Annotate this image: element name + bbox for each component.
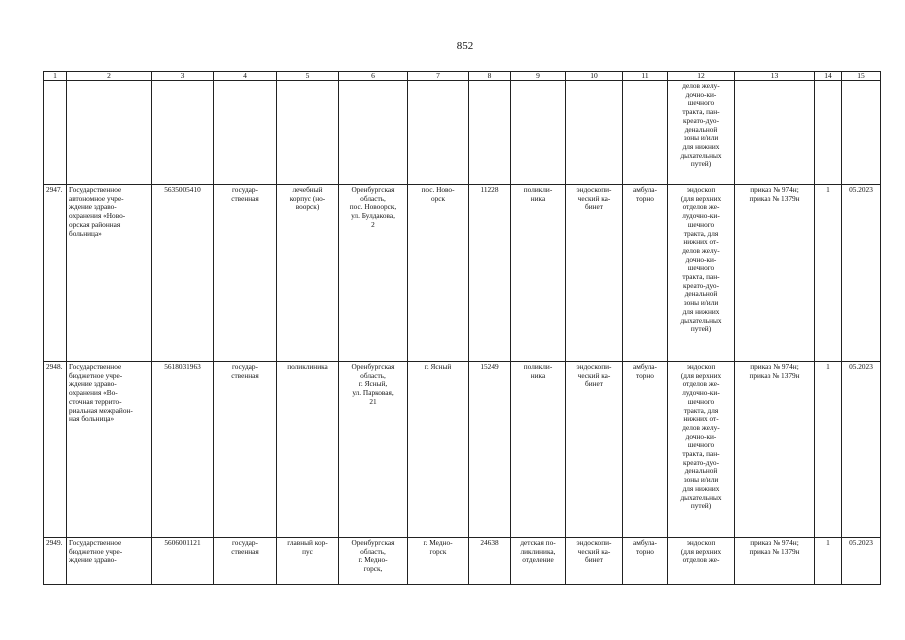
- cell-organization: [67, 81, 152, 185]
- cell-address: [339, 81, 408, 185]
- column-header: 3: [152, 72, 214, 81]
- cell-order: [735, 81, 815, 185]
- cell-number: 2949.: [44, 538, 67, 585]
- column-header: 9: [511, 72, 566, 81]
- cell-equipment: эндоскоп (для верхних отделов же-: [668, 538, 735, 585]
- column-header: 12: [668, 72, 735, 81]
- cell-quantity: [815, 81, 842, 185]
- cell-date: 05.2023: [842, 538, 881, 585]
- column-header: 2: [67, 72, 152, 81]
- cell-ownership: государ- ственная: [214, 538, 277, 585]
- cell-ownership: государ- ственная: [214, 362, 277, 538]
- cell-unit: поликли- ника: [511, 362, 566, 538]
- column-header: 6: [339, 72, 408, 81]
- cell-cabinet: [566, 81, 623, 185]
- cell-inn: 5618031963: [152, 362, 214, 538]
- cell-population: 11228: [469, 185, 511, 362]
- cell-order: приказ № 974н; приказ № 1379н: [735, 538, 815, 585]
- cell-cabinet: эндоскопи- ческий ка- бинет: [566, 185, 623, 362]
- cell-building: лечебный корпус (но- воорск): [277, 185, 339, 362]
- cell-population: 15249: [469, 362, 511, 538]
- cell-conditions: амбула- торно: [623, 185, 668, 362]
- cell-inn: 5606001121: [152, 538, 214, 585]
- cell-population: 24638: [469, 538, 511, 585]
- cell-conditions: амбула- торно: [623, 538, 668, 585]
- cell-quantity: 1: [815, 185, 842, 362]
- column-header: 4: [214, 72, 277, 81]
- cell-conditions: амбула- торно: [623, 362, 668, 538]
- cell-locality: [408, 81, 469, 185]
- cell-unit: детская по- ликлиника, отделение: [511, 538, 566, 585]
- cell-order: приказ № 974н; приказ № 1379н: [735, 362, 815, 538]
- cell-ownership: государ- ственная: [214, 185, 277, 362]
- column-header: 15: [842, 72, 881, 81]
- cell-equipment: делов желу- дочно-ки- шечного тракта, пан- креато-дуо- денальной зоны и/или для нижних дыхательных путей): [668, 81, 735, 185]
- page-number: 852: [456, 40, 474, 52]
- cell-date: [842, 81, 881, 185]
- cell-address: Оренбургская область, г. Ясный, ул. Парковая, 21: [339, 362, 408, 538]
- cell-locality: г. Ясный: [408, 362, 469, 538]
- column-header: 5: [277, 72, 339, 81]
- column-header: 13: [735, 72, 815, 81]
- column-header: 14: [815, 72, 842, 81]
- header-row: [44, 72, 881, 81]
- cell-building: [277, 81, 339, 185]
- cell-cabinet: эндоскопи- ческий ка- бинет: [566, 538, 623, 585]
- table-row: [44, 538, 881, 585]
- cell-ownership: [214, 81, 277, 185]
- column-header: 7: [408, 72, 469, 81]
- cell-conditions: [623, 81, 668, 185]
- cell-unit: [511, 81, 566, 185]
- cell-cabinet: эндоскопи- ческий ка- бинет: [566, 362, 623, 538]
- cell-unit: поликли- ника: [511, 185, 566, 362]
- cell-organization: Государственное бюджетное учре- ждение здраво- охранения «Во- сточная террито- риальная межрайон- ная больница»: [67, 362, 152, 538]
- table-row: [44, 362, 881, 538]
- cell-quantity: 1: [815, 362, 842, 538]
- cell-date: 05.2023: [842, 185, 881, 362]
- cell-population: [469, 81, 511, 185]
- column-header: 1: [44, 72, 67, 81]
- column-header: 10: [566, 72, 623, 81]
- cell-building: главный кор- пус: [277, 538, 339, 585]
- cell-organization: Государственное автономное учре- ждение здраво- охранения «Ново- орская районная больница»: [67, 185, 152, 362]
- column-header: 11: [623, 72, 668, 81]
- cell-organization: Государственное бюджетное учре- ждение здраво-: [67, 538, 152, 585]
- registry-table: [43, 71, 881, 585]
- table-row: [44, 81, 881, 185]
- cell-equipment: эндоскоп (для верхних отделов же- лудочно-ки- шечного тракта, для нижних от- делов желу- дочно-ки- шечного тракта, пан- креато-дуо- денальной зоны и/или для нижних дыхательных путей): [668, 362, 735, 538]
- column-header: 8: [469, 72, 511, 81]
- cell-date: 05.2023: [842, 362, 881, 538]
- cell-number: 2947.: [44, 185, 67, 362]
- cell-inn: [152, 81, 214, 185]
- cell-number: 2948.: [44, 362, 67, 538]
- cell-address: Оренбургская область, г. Медно- горск,: [339, 538, 408, 585]
- table-row: [44, 185, 881, 362]
- cell-address: Оренбургская область, пос. Новоорск, ул. Булдакова, 2: [339, 185, 408, 362]
- cell-equipment: эндоскоп (для верхних отделов же- лудочно-ки- шечного тракта, для нижних от- делов желу- дочно-ки- шечного тракта, пан- креато-дуо- денальной зоны и/или для нижних дыхательных путей): [668, 185, 735, 362]
- cell-number: [44, 81, 67, 185]
- cell-inn: 5635005410: [152, 185, 214, 362]
- cell-building: поликлиника: [277, 362, 339, 538]
- cell-quantity: 1: [815, 538, 842, 585]
- cell-locality: г. Медно- горск: [408, 538, 469, 585]
- cell-order: приказ № 974н; приказ № 1379н: [735, 185, 815, 362]
- cell-locality: пос. Ново- орск: [408, 185, 469, 362]
